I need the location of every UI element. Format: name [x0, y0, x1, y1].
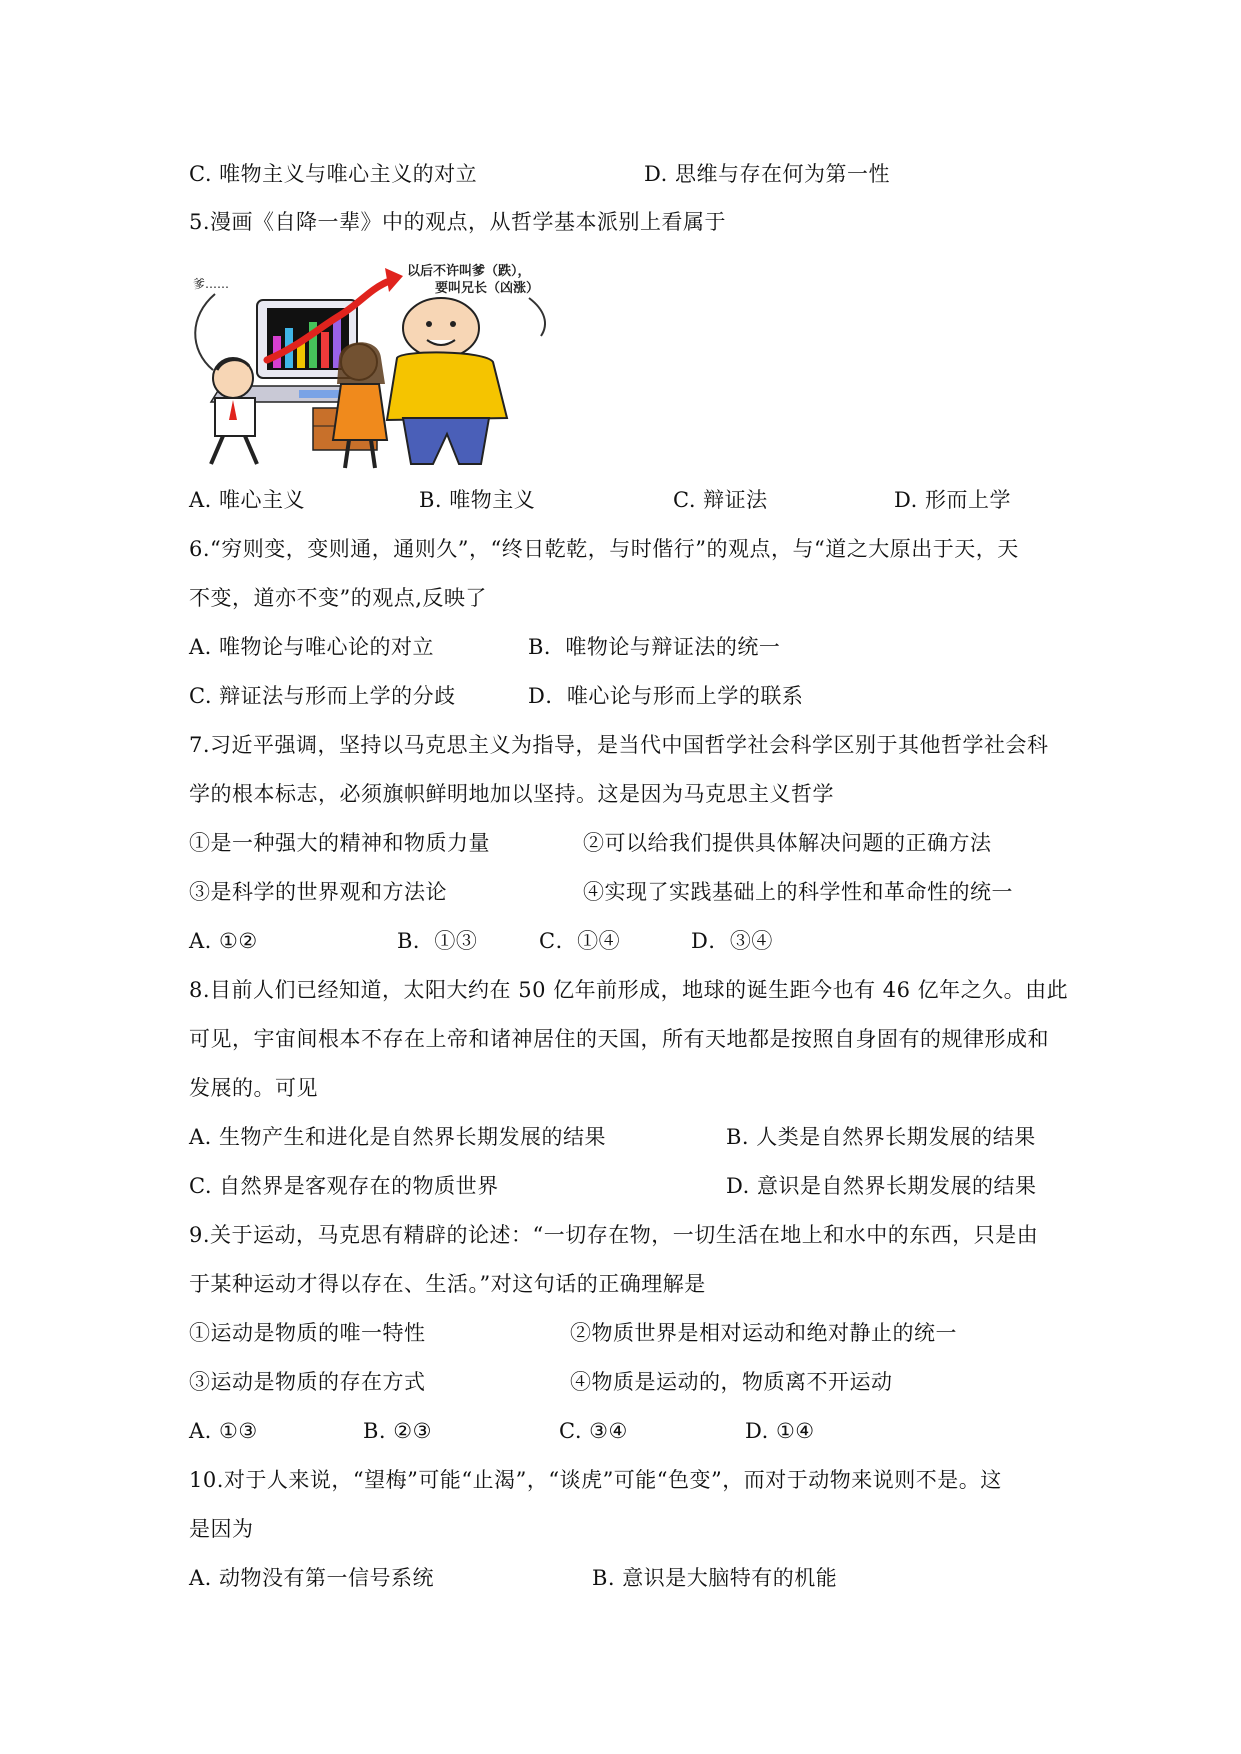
comic-child-text: 爹……: [193, 277, 230, 291]
q8-option-d[interactable]: D. 意识是自然界长期发展的结果: [726, 1174, 1037, 1198]
q6-option-a[interactable]: A. 唯物论与唯心论的对立: [189, 635, 435, 659]
q7-stem-line1: 7.习近平强调，坚持以马克思主义为指导，是当代中国哲学社会科学区别于其他哲学社会科: [189, 733, 1049, 757]
q6-option-c[interactable]: C. 辩证法与形而上学的分歧: [189, 684, 456, 708]
q10-option-a[interactable]: A. 动物没有第一信号系统: [189, 1566, 435, 1590]
q5-comic-image: [189, 258, 593, 476]
q7-option-d[interactable]: D．③④: [691, 929, 773, 953]
q9-option-c[interactable]: C. ③④: [559, 1419, 628, 1443]
q9-stem-line1: 9.关于运动，马克思有精辟的论述：“一切存在物，一切生活在地上和水中的东西，只是由: [189, 1223, 1039, 1247]
q7-option-a[interactable]: A. ①②: [189, 929, 258, 953]
q8-stem-line2: 可见，宇宙间根本不存在上帝和诸神居住的天国，所有天地都是按照自身固有的规律形成和: [189, 1027, 1049, 1051]
q6-stem-line1: 6.“穷则变，变则通，通则久”，“终日乾乾，与时偕行”的观点，与“道之大原出于天，天: [189, 537, 1019, 561]
q9-option-d[interactable]: D. ①④: [745, 1419, 815, 1443]
q6-option-b[interactable]: B．唯物论与辩证法的统一: [528, 635, 781, 659]
q7-option-b[interactable]: B．①③: [397, 929, 478, 953]
q4-option-d[interactable]: D. 思维与存在何为第一性: [644, 162, 890, 186]
q7-option-c[interactable]: C．①④: [539, 929, 621, 953]
q7-stem-line2: 学的根本标志，必须旗帜鲜明地加以坚持。这是因为马克思主义哲学: [189, 782, 834, 806]
q7-item-2: ②可以给我们提供具体解决问题的正确方法: [583, 831, 992, 855]
q5-stem: 5.漫画《自降一辈》中的观点，从哲学基本派别上看属于: [189, 210, 727, 234]
q9-stem-line2: 于某种运动才得以存在、生活。”对这句话的正确理解是: [189, 1272, 706, 1296]
q5-option-b[interactable]: B. 唯物主义: [419, 488, 536, 512]
q10-stem-line1: 10.对于人来说，“望梅”可能“止渴”，“谈虎”可能“色变”，而对于动物来说则不是。这: [189, 1468, 1002, 1492]
q9-option-b[interactable]: B. ②③: [363, 1419, 432, 1443]
q5-option-c[interactable]: C. 辩证法: [673, 488, 768, 512]
q8-option-c[interactable]: C. 自然界是客观存在的物质世界: [189, 1174, 499, 1198]
q8-option-b[interactable]: B. 人类是自然界长期发展的结果: [726, 1125, 1036, 1149]
q8-stem-line3: 发展的。可见: [189, 1076, 318, 1100]
q9-item-1: ①运动是物质的唯一特性: [189, 1321, 426, 1345]
q6-stem-line2: 不变，道亦不变”的观点,反映了: [189, 586, 487, 610]
q6-option-d[interactable]: D．唯心论与形而上学的联系: [528, 684, 804, 708]
comic-caption-line2: 要叫兄长（凶涨）: [435, 281, 540, 296]
q4-option-c[interactable]: C. 唯物主义与唯心主义的对立: [189, 162, 478, 186]
q9-item-2: ②物质世界是相对运动和绝对静止的统一: [570, 1321, 957, 1345]
comic-illustration: [189, 258, 593, 476]
q9-item-3: ③运动是物质的存在方式: [189, 1370, 426, 1394]
q8-option-a[interactable]: A. 生物产生和进化是自然界长期发展的结果: [189, 1125, 607, 1149]
q5-option-a[interactable]: A. 唯心主义: [189, 488, 306, 512]
q7-item-3: ③是科学的世界观和方法论: [189, 880, 447, 904]
q5-option-d[interactable]: D. 形而上学: [894, 488, 1011, 512]
comic-caption-line1: 以后不许叫爹（跌），: [407, 264, 531, 279]
q9-option-a[interactable]: A. ①③: [189, 1419, 258, 1443]
q10-stem-line2: 是因为: [189, 1517, 254, 1541]
q7-item-1: ①是一种强大的精神和物质力量: [189, 831, 490, 855]
q8-stem-line1: 8.目前人们已经知道，太阳大约在 50 亿年前形成，地球的诞生距今也有 46 亿年之久。由此: [189, 978, 1069, 1002]
q9-item-4: ④物质是运动的，物质离不开运动: [570, 1370, 893, 1394]
q7-item-4: ④实现了实践基础上的科学性和革命性的统一: [583, 880, 1013, 904]
q10-option-b[interactable]: B. 意识是大脑特有的机能: [592, 1566, 838, 1590]
